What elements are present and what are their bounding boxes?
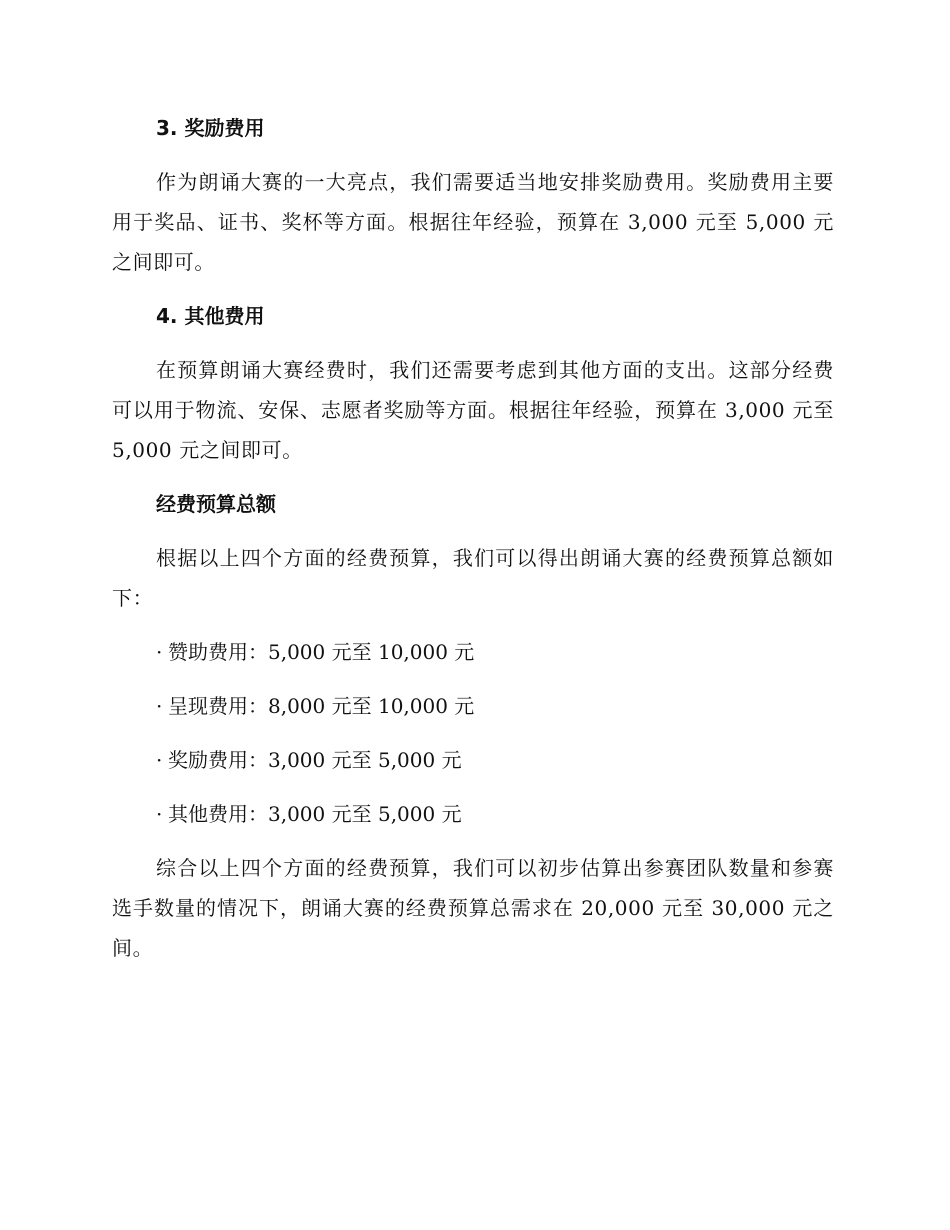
list-item-text: 其他费用：3,000 元至 5,000 元 (168, 802, 462, 826)
section-paragraph-reward: 作为朗诵大赛的一大亮点，我们需要适当地安排奖励费用。奖励费用主要用于奖品、证书、奖杯等方面。根据往年经验，预算在 3,000 元至 5,000 元之间即可。 (112, 170, 834, 274)
list-item-text: 奖励费用：3,000 元至 5,000 元 (168, 748, 462, 772)
list-item-text: 呈现费用：8,000 元至 10,000 元 (168, 694, 475, 718)
section-heading-reward: 3. 奖励费用 (156, 116, 265, 140)
bullet-icon: · (156, 748, 163, 772)
document-body (112, 108, 834, 982)
list-item-text: 赞助费用：5,000 元至 10,000 元 (168, 640, 475, 664)
list-item (112, 794, 834, 834)
bullet-icon: · (156, 802, 163, 826)
list-item (112, 632, 834, 672)
bullet-icon: · (156, 640, 163, 664)
total-intro-paragraph: 根据以上四个方面的经费预算，我们可以得出朗诵大赛的经费预算总额如下： (112, 546, 834, 610)
list-item (112, 686, 834, 726)
section-heading-total: 经费预算总额 (156, 492, 276, 516)
bullet-icon: · (156, 694, 163, 718)
section-heading-other: 4. 其他费用 (156, 304, 265, 328)
section-paragraph-other: 在预算朗诵大赛经费时，我们还需要考虑到其他方面的支出。这部分经费可以用于物流、安保、志愿者奖励等方面。根据往年经验，预算在 3,000 元至 5,000 元之间即可。 (112, 358, 834, 462)
list-item (112, 740, 834, 780)
conclusion-paragraph: 综合以上四个方面的经费预算，我们可以初步估算出参赛团队数量和参赛选手数量的情况下，朗诵大赛的经费预算总需求在 20,000 元至 30,000 元之间。 (112, 856, 834, 960)
